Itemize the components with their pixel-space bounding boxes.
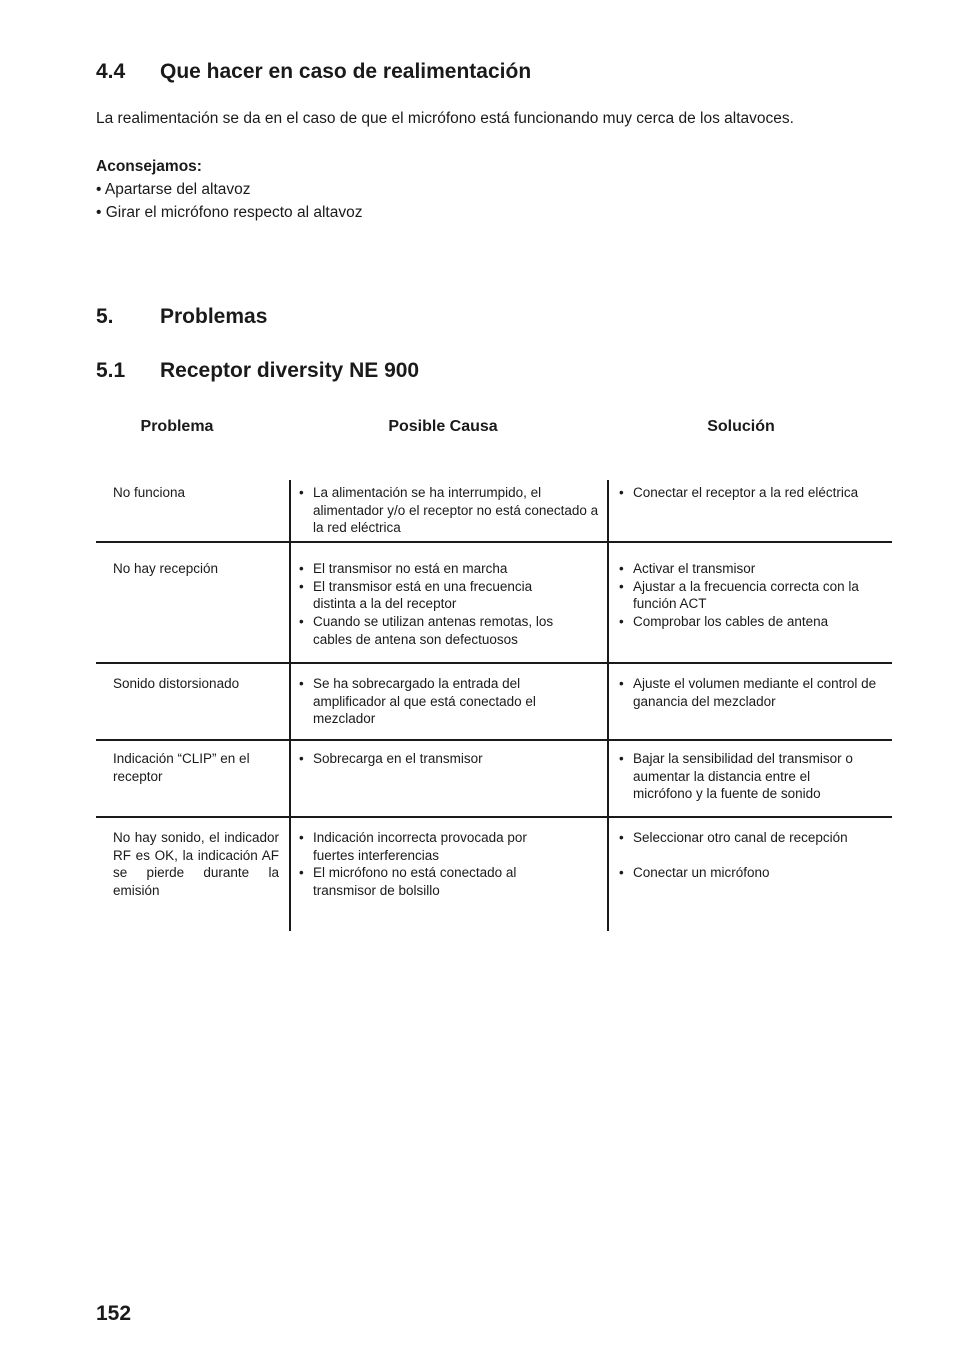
cause-item: • La alimentación se ha interrumpido, el alimentador y/o el receptor no está conectado a la red eléctrica bbox=[299, 484, 599, 537]
cause-item: • El transmisor no está en marcha bbox=[299, 560, 555, 578]
column-header-problem: Problema bbox=[140, 418, 214, 435]
page-number: 152 bbox=[96, 1302, 132, 1325]
table-row-causes bbox=[299, 484, 599, 537]
advice-block bbox=[96, 155, 362, 224]
table-row-solutions bbox=[619, 829, 881, 881]
table-row-divider bbox=[96, 662, 892, 664]
table-row-solutions bbox=[619, 484, 881, 502]
cause-item: • Se ha sobrecargado la entrada del amplificador al que está conectado el mezclador bbox=[299, 675, 561, 728]
table-row-divider bbox=[96, 541, 892, 543]
intro-paragraph: La realimentación se da en el caso de que el micrófono está funcionando muy cerca de los altavoces. bbox=[96, 110, 794, 127]
table-row-causes bbox=[299, 560, 555, 649]
table-row-divider bbox=[96, 739, 892, 741]
table-row-problem: Sonido distorsionado bbox=[113, 676, 240, 691]
cause-item: • Indicación incorrecta provocada por fuertes interferencias bbox=[299, 829, 549, 864]
section-title: Problemas bbox=[160, 305, 268, 328]
cause-item: • Sobrecarga en el transmisor bbox=[299, 750, 599, 768]
section-number: 5.1 bbox=[96, 359, 126, 382]
table-row-solutions bbox=[619, 675, 881, 710]
section-title: Receptor diversity NE 900 bbox=[160, 359, 420, 382]
solution-item: • Conectar un micrófono bbox=[619, 864, 881, 882]
solution-item: • Activar el transmisor bbox=[619, 560, 881, 578]
table-row-causes bbox=[299, 675, 561, 728]
table-row-problem: No hay recepción bbox=[113, 561, 219, 576]
solution-item: • Bajar la sensibilidad del transmisor o aumentar la distancia entre el micrófono y la fuente de sonido bbox=[619, 750, 869, 803]
cause-item: • Cuando se utilizan antenas remotas, los cables de antena son defectuosos bbox=[299, 613, 555, 648]
section-4-4-heading bbox=[96, 60, 531, 84]
section-5-1-heading bbox=[96, 359, 419, 383]
table-row-solutions bbox=[619, 560, 881, 631]
solution-item: • Seleccionar otro canal de recepción bbox=[619, 829, 881, 847]
section-5-heading bbox=[96, 305, 267, 329]
table-row-causes bbox=[299, 750, 599, 768]
solution-item: • Conectar el receptor a la red eléctrica bbox=[619, 484, 881, 502]
advice-heading: Aconsejamos: bbox=[96, 158, 202, 175]
cause-item: • El micrófono no está conectado al transmisor de bolsillo bbox=[299, 864, 549, 899]
section-title: Que hacer en caso de realimentación bbox=[160, 60, 532, 83]
column-header-solution: Solución bbox=[707, 418, 775, 435]
solution-item: • Ajuste el volumen mediante el control de ganancia del mezclador bbox=[619, 675, 881, 710]
table-row-problem: No hay sonido, el indicador RF es OK, la indicación AF se pierde durante la emisión bbox=[113, 830, 279, 899]
section-number: 4.4 bbox=[96, 60, 126, 83]
column-header-cause: Posible Causa bbox=[388, 418, 498, 435]
table-row-causes bbox=[299, 829, 549, 900]
solution-item: • Ajustar a la frecuencia correcta con la función ACT bbox=[619, 578, 881, 613]
advice-item: • Girar el micrófono respecto al altavoz bbox=[96, 204, 363, 221]
table-row-problem: No funciona bbox=[113, 485, 186, 500]
solution-item: • Comprobar los cables de antena bbox=[619, 613, 881, 631]
cause-item: • El transmisor está en una frecuencia distinta a la del receptor bbox=[299, 578, 555, 613]
section-number: 5. bbox=[96, 305, 114, 328]
advice-item: • Apartarse del altavoz bbox=[96, 181, 251, 198]
table-row-divider bbox=[96, 816, 892, 818]
table-column-divider bbox=[607, 480, 609, 931]
table-row-solutions bbox=[619, 750, 869, 803]
table-column-divider bbox=[289, 480, 291, 931]
table-row-problem: Indicación “CLIP” en el receptor bbox=[113, 751, 250, 784]
